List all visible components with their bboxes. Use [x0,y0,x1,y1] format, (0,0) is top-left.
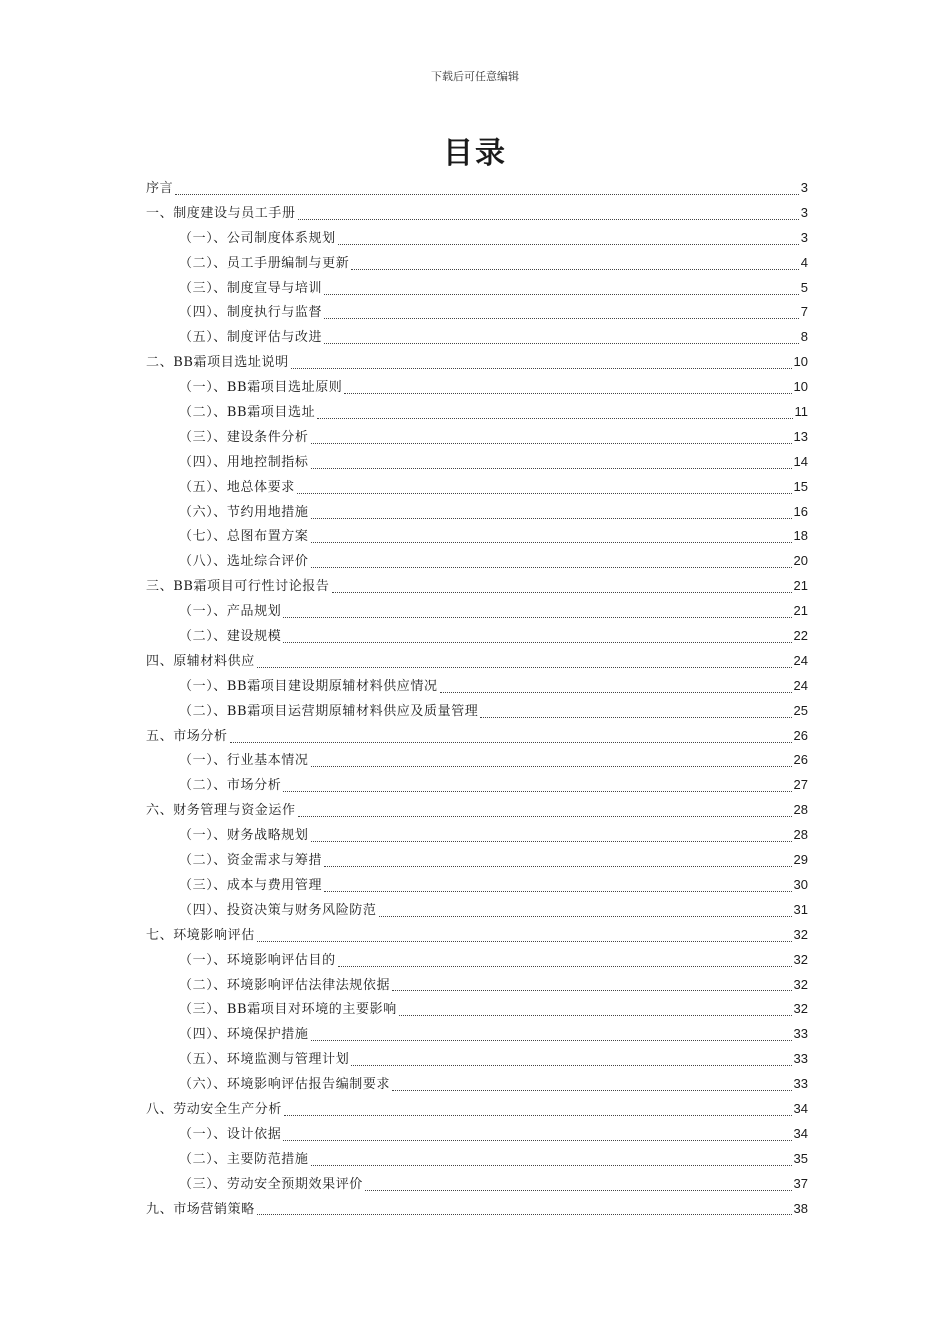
toc-leader-dots [297,493,792,494]
toc-leader-dots [283,791,791,792]
toc-entry-label: （一）、BB霜项目建设期原辅材料供应情况 [179,678,438,694]
toc-entry[interactable] [146,1147,808,1172]
toc-entry[interactable] [146,1122,808,1147]
toc-entry[interactable] [146,873,808,898]
toc-entry-label: （一）、环境影响评估目的 [179,952,336,968]
toc-entry[interactable] [146,1172,808,1197]
toc-leader-dots [311,468,792,469]
toc-entry-page: 16 [793,503,808,519]
toc-entry-page: 8 [800,329,808,345]
toc-entry-page: 30 [793,876,808,892]
toc-entry-page: 3 [800,204,808,220]
toc-leader-dots [298,816,792,817]
toc-entry[interactable] [146,748,808,773]
toc-entry-label: （三）、BB霜项目对环境的主要影响 [179,1002,397,1018]
toc-entry-page: 28 [793,802,808,818]
toc-entry-page: 13 [793,428,808,444]
toc-entry-label: 一、制度建设与员工手册 [146,205,296,221]
toc-entry-page: 26 [793,727,808,743]
toc-entry-page: 3 [800,180,808,195]
toc-entry-label: （三）、成本与费用管理 [179,877,323,893]
toc-entry-page: 32 [793,951,808,967]
toc-leader-dots [351,1065,791,1066]
toc-entry-page: 34 [793,1100,808,1116]
toc-entry-label: 五、市场分析 [146,728,228,744]
toc-leader-dots [257,941,792,942]
toc-entry-page: 7 [800,304,808,320]
toc-leader-dots [344,393,791,394]
toc-leader-dots [257,1214,792,1215]
toc-entry-label: 八、劳动安全生产分析 [146,1101,283,1117]
toc-entry[interactable] [146,923,808,948]
toc-leader-dots [338,966,792,967]
toc-leader-dots [399,1015,792,1016]
toc-entry-label: （三）、劳动安全预期效果评价 [179,1176,363,1192]
toc-leader-dots [311,443,792,444]
toc-entry-label: 二、BB霜项目选址说明 [146,355,289,371]
toc-entry-page: 32 [793,926,808,942]
toc-entry-page: 34 [793,1125,808,1141]
toc-entry-label: （一）、财务战略规划 [179,828,309,844]
toc-entry[interactable] [146,599,808,624]
toc-entry[interactable] [146,773,808,798]
toc-leader-dots [298,219,799,220]
toc-entry-page: 5 [800,279,808,295]
toc-entry[interactable] [146,1097,808,1122]
toc-entry[interactable] [146,325,808,350]
toc-entry-page: 33 [793,1076,808,1092]
toc-entry-label: （二）、建设规模 [179,629,282,645]
toc-entry-page: 33 [793,1026,808,1042]
toc-leader-dots [311,518,792,519]
toc-leader-dots [283,642,791,643]
toc-leader-dots [311,1165,792,1166]
toc-entry-page: 24 [793,677,808,693]
toc-leader-dots [338,244,799,245]
toc-leader-dots [257,667,792,668]
toc-leader-dots [324,866,791,867]
toc-entry[interactable] [146,425,808,450]
toc-entry-label: （五）、地总体要求 [179,479,295,495]
toc-entry-label: （四）、投资决策与财务风险防范 [179,902,377,918]
toc-entry[interactable] [146,574,808,599]
toc-leader-dots [311,766,792,767]
toc-entry-label: （四）、环境保护措施 [179,1027,309,1043]
toc-entry[interactable] [146,674,808,699]
table-of-contents [146,176,808,1221]
toc-entry-page: 21 [793,603,808,619]
toc-entry[interactable] [146,1197,808,1222]
toc-entry-page: 4 [800,254,808,270]
toc-entry-label: （二）、市场分析 [179,778,282,794]
toc-entry-page: 18 [793,528,808,544]
toc-entry-label: （一）、产品规划 [179,604,282,620]
toc-entry-label: 七、环境影响评估 [146,927,255,943]
toc-entry-label: 四、原辅材料供应 [146,653,255,669]
toc-entry[interactable] [146,500,808,525]
toc-entry-label: （六）、节约用地措施 [179,504,309,520]
toc-entry[interactable] [146,276,808,301]
toc-entry[interactable] [146,549,808,574]
toc-entry[interactable] [146,973,808,998]
toc-entry-label: （二）、BB霜项目选址 [179,405,316,421]
toc-entry-page: 20 [793,553,808,569]
toc-entry[interactable] [146,176,808,201]
toc-leader-dots [392,1090,791,1091]
toc-entry[interactable] [146,400,808,425]
toc-entry-label: （三）、建设条件分析 [179,429,309,445]
toc-leader-dots [324,294,799,295]
toc-entry-page: 11 [794,404,808,420]
toc-entry-label: （二）、员工手册编制与更新 [179,255,350,271]
toc-leader-dots [175,194,799,195]
toc-entry-label: （一）、BB霜项目选址原则 [179,380,343,396]
toc-entry[interactable] [146,848,808,873]
toc-leader-dots [283,1140,791,1141]
toc-entry[interactable] [146,1022,808,1047]
toc-entry-page: 10 [793,379,808,395]
toc-leader-dots [311,1040,792,1041]
toc-entry-page: 38 [793,1200,808,1216]
toc-entry-page: 27 [793,777,808,793]
toc-entry-label: （二）、主要防范措施 [179,1151,309,1167]
toc-entry-label: （一）、行业基本情况 [179,753,309,769]
toc-entry-label: 九、市场营销策略 [146,1201,255,1217]
toc-entry[interactable] [146,823,808,848]
toc-leader-dots [379,916,792,917]
toc-entry-page: 26 [793,752,808,768]
toc-entry[interactable] [146,300,808,325]
toc-entry-label: （三）、制度宣导与培训 [179,280,323,296]
toc-entry[interactable] [146,450,808,475]
toc-entry-label: （二）、BB霜项目运营期原辅材料供应及质量管理 [179,703,479,719]
toc-leader-dots [324,343,799,344]
toc-leader-dots [284,1115,792,1116]
toc-leader-dots [440,692,792,693]
toc-entry-label: （六）、环境影响评估报告编制要求 [179,1077,391,1093]
toc-leader-dots [324,891,791,892]
toc-leader-dots [311,841,792,842]
toc-entry-page: 24 [793,652,808,668]
toc-entry[interactable] [146,724,808,749]
toc-entry-label: （五）、制度评估与改进 [179,330,323,346]
toc-entry-page: 32 [793,976,808,992]
toc-entry[interactable] [146,350,808,375]
toc-entry[interactable] [146,997,808,1022]
toc-leader-dots [317,418,792,419]
toc-leader-dots [291,368,792,369]
toc-entry-label: 六、财务管理与资金运作 [146,803,296,819]
toc-entry-label: （一）、公司制度体系规划 [179,230,336,246]
toc-entry-page: 29 [793,852,808,868]
toc-entry[interactable] [146,201,808,226]
toc-entry-page: 37 [793,1175,808,1191]
toc-entry[interactable] [146,798,808,823]
toc-entry[interactable] [146,948,808,973]
toc-entry[interactable] [146,649,808,674]
toc-leader-dots [324,318,799,319]
toc-leader-dots [351,269,798,270]
toc-entry[interactable] [146,898,808,923]
toc-entry-page: 32 [793,1001,808,1017]
toc-entry-page: 22 [793,628,808,644]
toc-entry-page: 35 [793,1150,808,1166]
toc-entry-page: 14 [793,453,808,469]
toc-title: 目录 [443,136,507,171]
toc-entry[interactable] [146,624,808,649]
toc-entry-page: 15 [793,478,808,494]
toc-entry[interactable] [146,226,808,251]
toc-leader-dots [311,567,792,568]
toc-entry-label: 三、BB霜项目可行性讨论报告 [146,579,330,595]
toc-entry-label: （四）、制度执行与监督 [179,305,323,321]
toc-entry[interactable] [146,375,808,400]
toc-entry-label: （二）、资金需求与筹措 [179,853,323,869]
toc-entry-page: 28 [793,827,808,843]
toc-leader-dots [230,742,792,743]
toc-leader-dots [283,617,791,618]
toc-leader-dots [365,1190,792,1191]
toc-entry-label: （一）、设计依据 [179,1126,282,1142]
toc-leader-dots [392,990,791,991]
toc-entry-page: 31 [793,901,808,917]
toc-entry-label: 序言 [146,181,174,196]
toc-entry-label: （五）、环境监测与管理计划 [179,1052,350,1068]
toc-leader-dots [311,542,792,543]
toc-entry[interactable] [146,1072,808,1097]
toc-entry-page: 25 [793,702,808,718]
toc-entry-page: 3 [800,229,808,245]
toc-entry[interactable] [146,475,808,500]
toc-entry[interactable] [146,251,808,276]
toc-entry-page: 21 [793,578,808,594]
toc-entry[interactable] [146,524,808,549]
toc-entry-label: （二）、环境影响评估法律法规依据 [179,977,391,993]
toc-entry-label: （四）、用地控制指标 [179,454,309,470]
toc-leader-dots [332,592,792,593]
page-header: 下载后可任意编辑 [431,70,519,83]
toc-entry[interactable] [146,1047,808,1072]
toc-entry-page: 10 [793,354,808,370]
toc-entry-page: 33 [793,1051,808,1067]
toc-entry-label: （八）、选址综合评价 [179,554,309,570]
toc-entry[interactable] [146,699,808,724]
toc-entry-label: （七）、总图布置方案 [179,529,309,545]
toc-leader-dots [480,717,791,718]
